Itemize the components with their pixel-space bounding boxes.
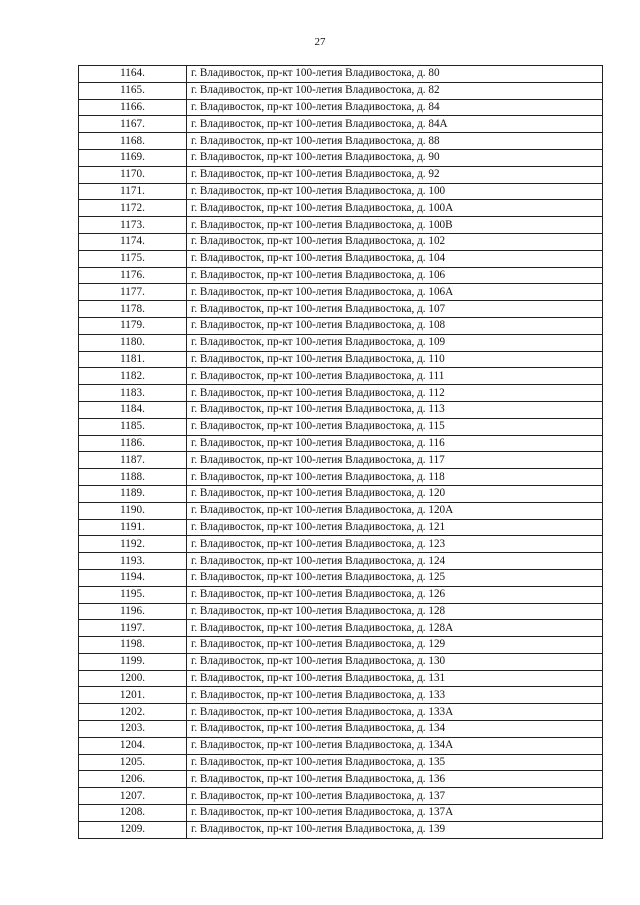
table-row: [79, 301, 603, 318]
address-cell: г. Владивосток, пр-кт 100-летия Владивостока, д. 133А: [187, 704, 603, 721]
table-row: [79, 250, 603, 267]
row-number-cell: 1197.: [79, 620, 187, 637]
table-row: [79, 233, 603, 250]
row-number-cell: 1183.: [79, 385, 187, 402]
address-cell: г. Владивосток, пр-кт 100-летия Владивостока, д. 124: [187, 553, 603, 570]
table-row: [79, 452, 603, 469]
row-number-cell: 1165.: [79, 82, 187, 99]
table-row: [79, 536, 603, 553]
row-number-cell: 1166.: [79, 99, 187, 116]
address-cell: г. Владивосток, пр-кт 100-летия Владивостока, д. 125: [187, 569, 603, 586]
table-row: [79, 603, 603, 620]
table-row: [79, 788, 603, 805]
row-number-cell: 1182.: [79, 368, 187, 385]
row-number-cell: 1185.: [79, 418, 187, 435]
address-cell: г. Владивосток, пр-кт 100-летия Владивостока, д. 110: [187, 351, 603, 368]
table-row: [79, 771, 603, 788]
table-row: [79, 721, 603, 738]
address-cell: г. Владивосток, пр-кт 100-летия Владивостока, д. 108: [187, 317, 603, 334]
table-row: [79, 620, 603, 637]
row-number-cell: 1184.: [79, 401, 187, 418]
row-number-cell: 1198.: [79, 637, 187, 654]
table-row: [79, 653, 603, 670]
address-cell: г. Владивосток, пр-кт 100-летия Владивостока, д. 118: [187, 469, 603, 486]
row-number-cell: 1175.: [79, 250, 187, 267]
table-row: [79, 670, 603, 687]
row-number-cell: 1164.: [79, 66, 187, 83]
address-cell: г. Владивосток, пр-кт 100-летия Владивостока, д. 129: [187, 637, 603, 654]
address-cell: г. Владивосток, пр-кт 100-летия Владивостока, д. 111: [187, 368, 603, 385]
table-row: [79, 116, 603, 133]
row-number-cell: 1176.: [79, 267, 187, 284]
table-row: [79, 754, 603, 771]
row-number-cell: 1206.: [79, 771, 187, 788]
address-cell: г. Владивосток, пр-кт 100-летия Владивостока, д. 100А: [187, 200, 603, 217]
row-number-cell: 1170.: [79, 166, 187, 183]
table-row: [79, 435, 603, 452]
table-row: [79, 586, 603, 603]
address-cell: г. Владивосток, пр-кт 100-летия Владивостока, д. 131: [187, 670, 603, 687]
row-number-cell: 1207.: [79, 788, 187, 805]
table-row: [79, 82, 603, 99]
address-cell: г. Владивосток, пр-кт 100-летия Владивостока, д. 116: [187, 435, 603, 452]
address-cell: г. Владивосток, пр-кт 100-летия Владивостока, д. 137: [187, 788, 603, 805]
address-cell: г. Владивосток, пр-кт 100-летия Владивостока, д. 121: [187, 519, 603, 536]
address-cell: г. Владивосток, пр-кт 100-летия Владивостока, д. 107: [187, 301, 603, 318]
table-row: [79, 553, 603, 570]
address-cell: г. Владивосток, пр-кт 100-летия Владивостока, д. 136: [187, 771, 603, 788]
table-row: [79, 183, 603, 200]
address-cell: г. Владивосток, пр-кт 100-летия Владивостока, д. 120А: [187, 502, 603, 519]
table-row: [79, 519, 603, 536]
table-row: [79, 200, 603, 217]
row-number-cell: 1209.: [79, 821, 187, 838]
address-cell: г. Владивосток, пр-кт 100-летия Владивостока, д. 104: [187, 250, 603, 267]
table-row: [79, 351, 603, 368]
page-number: 27: [314, 36, 326, 48]
row-number-cell: 1190.: [79, 502, 187, 519]
table-row: [79, 149, 603, 166]
address-cell: г. Владивосток, пр-кт 100-летия Владивостока, д. 128А: [187, 620, 603, 637]
table-row: [79, 821, 603, 838]
address-cell: г. Владивосток, пр-кт 100-летия Владивостока, д. 123: [187, 536, 603, 553]
table-row: [79, 133, 603, 150]
table-row: [79, 805, 603, 822]
row-number-cell: 1177.: [79, 284, 187, 301]
table-row: [79, 704, 603, 721]
table-row: [79, 569, 603, 586]
row-number-cell: 1199.: [79, 653, 187, 670]
address-cell: г. Владивосток, пр-кт 100-летия Владивостока, д. 133: [187, 687, 603, 704]
row-number-cell: 1186.: [79, 435, 187, 452]
table-row: [79, 217, 603, 234]
address-cell: г. Владивосток, пр-кт 100-летия Владивостока, д. 134: [187, 721, 603, 738]
table-row: [79, 334, 603, 351]
table-row: [79, 637, 603, 654]
address-cell: г. Владивосток, пр-кт 100-летия Владивостока, д. 126: [187, 586, 603, 603]
address-cell: г. Владивосток, пр-кт 100-летия Владивостока, д. 84: [187, 99, 603, 116]
row-number-cell: 1187.: [79, 452, 187, 469]
row-number-cell: 1169.: [79, 149, 187, 166]
address-cell: г. Владивосток, пр-кт 100-летия Владивостока, д. 84А: [187, 116, 603, 133]
address-cell: г. Владивосток, пр-кт 100-летия Владивостока, д. 120: [187, 485, 603, 502]
address-cell: г. Владивосток, пр-кт 100-летия Владивостока, д. 139: [187, 821, 603, 838]
row-number-cell: 1168.: [79, 133, 187, 150]
address-cell: г. Владивосток, пр-кт 100-летия Владивостока, д. 80: [187, 66, 603, 83]
row-number-cell: 1189.: [79, 485, 187, 502]
address-cell: г. Владивосток, пр-кт 100-летия Владивостока, д. 117: [187, 452, 603, 469]
address-cell: г. Владивосток, пр-кт 100-летия Владивостока, д. 106А: [187, 284, 603, 301]
row-number-cell: 1203.: [79, 721, 187, 738]
table-row: [79, 166, 603, 183]
table-row: [79, 418, 603, 435]
table-row: [79, 267, 603, 284]
table-row: [79, 401, 603, 418]
table-row: [79, 368, 603, 385]
address-cell: г. Владивосток, пр-кт 100-летия Владивостока, д. 90: [187, 149, 603, 166]
address-cell: г. Владивосток, пр-кт 100-летия Владивостока, д. 128: [187, 603, 603, 620]
address-cell: г. Владивосток, пр-кт 100-летия Владивостока, д. 135: [187, 754, 603, 771]
row-number-cell: 1208.: [79, 805, 187, 822]
row-number-cell: 1171.: [79, 183, 187, 200]
address-cell: г. Владивосток, пр-кт 100-летия Владивостока, д. 115: [187, 418, 603, 435]
row-number-cell: 1191.: [79, 519, 187, 536]
address-cell: г. Владивосток, пр-кт 100-летия Владивостока, д. 137А: [187, 805, 603, 822]
row-number-cell: 1204.: [79, 737, 187, 754]
table-row: [79, 502, 603, 519]
row-number-cell: 1180.: [79, 334, 187, 351]
table-row: [79, 687, 603, 704]
row-number-cell: 1202.: [79, 704, 187, 721]
row-number-cell: 1181.: [79, 351, 187, 368]
row-number-cell: 1172.: [79, 200, 187, 217]
table-row: [79, 99, 603, 116]
address-cell: г. Владивосток, пр-кт 100-летия Владивостока, д. 100: [187, 183, 603, 200]
row-number-cell: 1205.: [79, 754, 187, 771]
row-number-cell: 1167.: [79, 116, 187, 133]
address-cell: г. Владивосток, пр-кт 100-летия Владивостока, д. 134А: [187, 737, 603, 754]
table-row: [79, 485, 603, 502]
row-number-cell: 1194.: [79, 569, 187, 586]
address-cell: г. Владивосток, пр-кт 100-летия Владивостока, д. 92: [187, 166, 603, 183]
row-number-cell: 1200.: [79, 670, 187, 687]
address-cell: г. Владивосток, пр-кт 100-летия Владивостока, д. 106: [187, 267, 603, 284]
address-cell: г. Владивосток, пр-кт 100-летия Владивостока, д. 82: [187, 82, 603, 99]
address-cell: г. Владивосток, пр-кт 100-летия Владивостока, д. 112: [187, 385, 603, 402]
address-cell: г. Владивосток, пр-кт 100-летия Владивостока, д. 130: [187, 653, 603, 670]
table-row: [79, 737, 603, 754]
row-number-cell: 1192.: [79, 536, 187, 553]
row-number-cell: 1174.: [79, 233, 187, 250]
address-cell: г. Владивосток, пр-кт 100-летия Владивостока, д. 109: [187, 334, 603, 351]
address-table: [78, 65, 603, 839]
address-cell: г. Владивосток, пр-кт 100-летия Владивостока, д. 102: [187, 233, 603, 250]
table-row: [79, 66, 603, 83]
row-number-cell: 1196.: [79, 603, 187, 620]
row-number-cell: 1178.: [79, 301, 187, 318]
address-table-body: [79, 66, 603, 839]
table-row: [79, 317, 603, 334]
row-number-cell: 1188.: [79, 469, 187, 486]
row-number-cell: 1173.: [79, 217, 187, 234]
table-row: [79, 385, 603, 402]
row-number-cell: 1195.: [79, 586, 187, 603]
row-number-cell: 1201.: [79, 687, 187, 704]
table-row: [79, 469, 603, 486]
row-number-cell: 1193.: [79, 553, 187, 570]
table-row: [79, 284, 603, 301]
address-cell: г. Владивосток, пр-кт 100-летия Владивостока, д. 88: [187, 133, 603, 150]
address-cell: г. Владивосток, пр-кт 100-летия Владивостока, д. 100В: [187, 217, 603, 234]
address-cell: г. Владивосток, пр-кт 100-летия Владивостока, д. 113: [187, 401, 603, 418]
row-number-cell: 1179.: [79, 317, 187, 334]
